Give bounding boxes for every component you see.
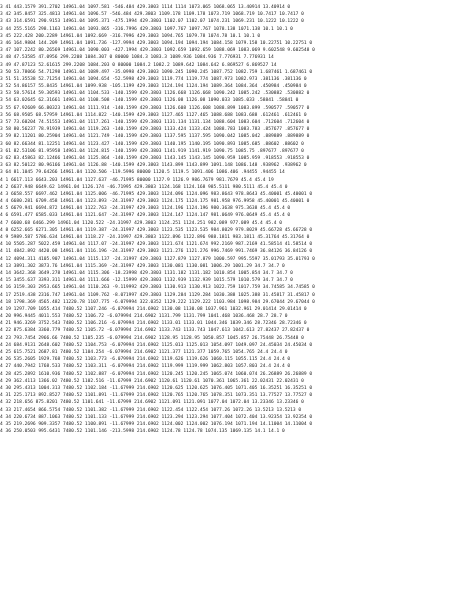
data-row: 3 63 82.50122 80.96166 14961.04 1126.88 -140.1599 429.3803 1143.899 1143.899 1091.148 1086.148 .938962 .938962 0 — [0, 163, 307, 169]
data-row: 3 57 73.60204 74.51553 14961.04 1117.261 -140.1599 429.3803 1131.134 1131.134 1088.604 1083.604 .712604 .712604 0 — [0, 120, 310, 125]
data-row: 4 32 218.656 875.8201 7480.52 1101.641 -11.67999 214.6902 1121.091 1121.091 1077.04 1072.04 13.23346 13.23346 0 — [0, 400, 304, 406]
data-row: 3 51 51.35538 52.71254 14961.04 1094.654 -52.5998 429.3803 1119.774 1119.774 1087.973 1082.973 .381136 .381136 0 — [0, 76, 307, 82]
data-row: 4 34 220.6734 887.1063 7480.52 1101.133 -11.67999 214.6902 1123.294 1123.294 1077.404 1072.404 13.92354 13.92354 0 — [0, 414, 313, 420]
data-row: 4 28 425.2892 1610.936 7480.52 1102.887 -6.079994 214.6902 1120.245 1120.245 1065.074 1060.074 26.26889 26.26889 0 — [0, 371, 313, 377]
data-row: 4 5 6679.941 6694.872 14961.04 1122.763 -24.31997 429.3803 1124.196 1124.196 980.3638 975.3638 45.4 45.4 0 — [0, 206, 291, 212]
data-row: 4 9 5989.587 5786.634 14961.04 1118.27 -24.31997 429.3803 1122.896 1122.896 988.1811 983.1811 45.31764 45.31764 0 — [0, 235, 310, 240]
data-row: 3 62 83.45863 82.12466 14961.04 1125.864 -140.1599 429.3803 1143.145 1143.145 1090.959 1085.959 .918553 .918553 0 — [0, 155, 310, 161]
data-row: 4 15 3455.637 3393.311 14961.04 1111.666 -12.15999 429.3803 1132.939 1132.939 1015.579 1010.579 34.7 34.7 0 — [0, 278, 293, 284]
data-row: 4 11 4842.892 4420.08 14961.04 1116.196 -24.31997 429.3803 1121.276 1121.276 996.7469 991.7469 36.84126 36.84126 0 — [0, 249, 313, 255]
data-row: 4 13 3891.302 3873.76 14961.04 1115.369 -24.31997 429.3803 1130.081 1130.081 1006.29 1001.29 34.7 34.7 0 — [0, 263, 285, 269]
data-row: 4 7 6600.68 6466.299 14961.04 1120.522 -24.31997 429.3803 1124.251 1124.251 982.089 977.089 45.4 45.4 0 — [0, 220, 282, 226]
data-row: 4 25 615.7521 2687.81 7480.52 1104.254 -6.079994 214.6902 1121.377 1121.377 1059.765 1054.765 24.4 24.4 0 — [0, 350, 288, 355]
data-row: 3 53 58.57614 59.30593 14961.04 1104.533 -140.1599 429.3803 1126.668 1126.668 1090.242 1085.242 .530882 .530882 0 — [0, 91, 310, 97]
data-row: 3 50 53.78066 54.71298 14961.04 1089.497 -35.0998 429.3803 1090.245 1090.245 1087.752 1082.759 1.687461 1.687461 0 — [0, 69, 313, 75]
data-row: 4 14 3642.368 3649.278 14961.04 1115.306 -18.23998 429.3803 1131.182 1131.182 1010.854 1005.854 34.7 34.7 0 — [0, 270, 293, 276]
data-row: 3 45 222.428 200.2289 14961.04 1092.669 -316.7996 429.3803 1094.765 1079.78 1074.78 10.1 10.1 0 — [0, 33, 261, 39]
data-row: 3 52 54.86157 55.8435 14961.04 1099.938 -105.1199 429.3803 1124.194 1124.194 1089.364 1084.364 .450984 .450984 0 — [0, 84, 307, 90]
data-row: 4 6 6591.477 6585.033 14961.04 1121.647 -24.31997 429.3803 1124.147 1124.147 981.0649 976.0649 45.4 45.4 0 — [0, 213, 291, 219]
data-row: 3 44 255.5165 298.1163 14961.04 1093.865 -316.7996 429.3803 1097.767 1097.767 1078.138 1071.138 10.1 10.1 0 — [0, 26, 293, 32]
data-row: 4 22 875.6384 3360.779 7480.52 1105.72 -6.079994 214.6902 1133.743 1133.743 1047.613 1042.613 27.82437 27.82437 0 — [0, 328, 310, 334]
data-row: 3 59 82.11201 80.25904 14961.04 1121.749 -140.1599 429.3803 1137.595 1137.595 1090.042 1085.042 .889889 .889889 0 — [0, 134, 310, 140]
data-row: 4 31 225.1713 892.8527 7480.52 1101.891 -11.67999 214.6902 1120.765 1120.765 1078.351 1073.351 13.77527 13.77527 0 — [0, 393, 313, 399]
data-row: 4 20 996.9445 4011.553 7480.52 1106.72 -6.079994 214.6902 1131.799 1131.799 1041.468 1036.468 28.7 28.7 0 — [0, 314, 288, 320]
data-row: 4 3 6658.557 6697.462 14961.04 1125.006 -46.71995 429.3803 1124.096 1124.096 983.8643 978.8643 45.40001 45.40001 0 — [0, 191, 313, 197]
data-row: 4 8 6252.665 6271.305 14961.04 1119.387 -24.31997 429.3803 1123.535 1123.535 984.8029 979.8029 45.66728 45.66728 0 — [0, 227, 313, 233]
data-row: 3 42 345.8457 325.4813 14961.04 1096.57 -546.484 429.3803 1109.178 1109.178 1073.719 1068.719 10.7417 10.7417 0 — [0, 12, 304, 18]
data-row: 4 1 6617.113 6643.203 14961.04 1127.637 -46.71995 80000 1127.9 1126.9 986.7679 981.7679 45.4 45.4 19 — [0, 177, 274, 183]
data-row: 3 60 82.66344 81.12251 14961.04 1123.427 -140.1599 429.3803 1140.195 1140.195 1090.893 1085.685 .88602 .88602 0 — [0, 141, 304, 147]
data-row: 3 49 47.87123 52.61615 299.2208 1084.203 0 80000 1084.2 1082.2 1089.642 1084.642 6.869527 6.869527 14 — [0, 62, 277, 68]
data-row: 4 12 4094.311 4105.907 14961.04 1115.137 -24.31997 429.3803 1127.879 1127.879 1000.597 995.5597 35.01793 35.01793 0 — [0, 256, 315, 262]
data-row: 4 29 362.4113 1366.02 7480.52 1102.516 -11.67999 214.6902 1120.61 1120.61 1070.361 1065.361 22.02431 22.02431 0 — [0, 378, 304, 384]
data-row: 3 46 164.9804 144.209 14961.04 1091.736 -127.9994 429.3803 1094.194 1094.194 1084.158 1079.158 10.22751 10.22751 0 — [0, 40, 313, 46]
data-row: 3 61 82.53106 81.95958 14961.04 1124.815 -140.1599 429.3803 1141.919 1141.919 1090.75 1085.75 .897677 .897677 0 — [0, 148, 304, 154]
data-row: 4 24 684.9131 2648.602 7480.52 1104.753 -6.079994 214.6902 1125.013 1125.013 1054.097 1049.097 24.45034 24.45034 0 — [0, 342, 313, 348]
data-row: 3 55 67.92609 66.80323 14961.04 1111.914 -140.1599 429.3803 1126.608 1126.608 1088.899 1083.899 .590577 .590577 0 — [0, 105, 310, 111]
data-row: 4 36 250.0503 995.6431 7480.52 1101.146 -213.5998 214.6902 1124.78 1124.78 1074.135 1069.135 14.1 14.1 0 — [0, 429, 285, 435]
data-row: 4 26 535.2605 1929.768 7480.52 1103.773 -6.079994 214.6902 1119.626 1119.626 1060.115 1055.115 24.4 24.4 0 — [0, 357, 291, 363]
data-row: 4 27 440.7942 1768.533 7480.52 1103.311 -6.079994 214.6902 1119.999 1119.999 1062.803 1057.803 24.4 24.4 0 — [0, 364, 291, 370]
data-row: 4 16 3159.303 2953.665 14961.04 1110.263 -9.119992 429.3803 1130.913 1130.913 1022.759 1017.759 34.74585 34.74585 0 — [0, 285, 315, 291]
data-row: 4 19 1297.709 1055.414 7480.52 1107.246 -6.079994 214.6902 1130.08 1130.08 1037.961 1032.961 29.01414 29.01414 0 — [0, 306, 307, 312]
data-listing — [0, 4, 463, 596]
data-row: 4 33 217.4654 866.5754 7480.52 1101.382 -11.67999 214.6902 1122.454 1122.454 1077.26 1072.26 13.5213 13.5213 0 — [0, 407, 302, 413]
data-row: 3 43 314.6591 290.9153 14961.04 1095.371 -475.1994 429.3803 1102.07 1102.07 1074.231 1069.231 10.1222 10.1222 0 — [0, 19, 304, 25]
data-row: 3 64 81.1045 79.64266 14961.04 1120.506 -119.5996 80000 1120.5 1119.5 1091.406 1086.406 .94455 .94455 14 — [0, 170, 285, 176]
data-row: 3 47 107.2242 80.26569 14961.04 1090.003 -427.1994 429.3803 1092.659 1092.659 1088.069 1083.069 9.602548 9.602548 0 — [0, 48, 315, 54]
data-row: 3 54 63.02645 62.31661 14961.04 1108.508 -140.1599 429.3803 1126.08 1126.08 1090.033 1085.033 .58841 .58841 0 — [0, 98, 299, 104]
data-row: 3 48 47.53585 47.0956 299.2208 1084.307 0 80000 1084.3 1083.3 1089.936 1084.936 7.776931 7.776931 14 — [0, 55, 274, 61]
data-row: 4 35 219.2696 909.3357 7480.52 1100.891 -11.67999 214.6902 1124.002 1124.002 1076.194 1071.194 14.11004 14.11004 0 — [0, 421, 313, 427]
data-row: 4 18 1798.369 4565.482 11220.78 1107.775 -6.079994 322.0352 1129.222 1129.222 1103.984 1098.984 29.67044 29.67044 0 — [0, 299, 315, 305]
data-row: 4 10 5505.287 5022.459 14961.04 1117.07 -24.31997 429.3803 1121.674 1121.674 992.2169 987.2169 41.58514 41.58514 0 — [0, 242, 313, 248]
data-row: 4 4 6680.281 6709.458 14961.04 1123.893 -24.31997 429.3803 1124.175 1124.175 981.958 976.9958 45.40001 45.40001 0 — [0, 199, 310, 205]
data-row: 3 56 68.9505 68.57959 14961.04 1114.822 -140.1599 429.3803 1127.465 1127.465 1088.688 1083.688 .612461 .612461 0 — [0, 112, 307, 118]
data-row: 4 30 295.4313 1004.313 7480.52 1102.184 -11.67999 214.6902 1120.625 1120.625 1076.405 1071.405 16.35251 16.35251 0 — [0, 385, 313, 391]
data-row: 4 2 6637.948 6649.62 14961.04 1126.174 -46.71995 429.3803 1124.168 1124.168 985.5111 980.5111 45.4 45.4 0 — [0, 184, 288, 190]
data-row: 3 58 80.56237 78.91939 14961.04 1119.263 -140.1599 429.3803 1133.424 1133.424 1088.783 1083.783 .857677 .857677 0 — [0, 127, 310, 133]
data-row: 4 21 946.3269 3752.543 7480.52 1106.216 -6.079994 214.6902 1133.01 1133.01 1044.346 1039.346 28.72346 28.72346 0 — [0, 321, 307, 327]
data-row: 4 23 793.7454 2966.66 7480.52 1105.235 -6.079994 214.6902 1128.95 1128.95 1050.857 1045.857 26.75448 26.75448 0 — [0, 335, 304, 341]
data-row: 3 41 443.1579 391.2702 14961.04 1097.581 -546.484 429.3803 1114 1114 1073.065 1068.065 13.40914 13.40914 0 — [0, 5, 291, 10]
data-row: 4 17 2519.438 2316.747 14961.04 1109.762 -8.071997 429.3803 1129.284 1129.284 1030.388 1025.388 31.45817 31.45817 0 — [0, 292, 315, 298]
